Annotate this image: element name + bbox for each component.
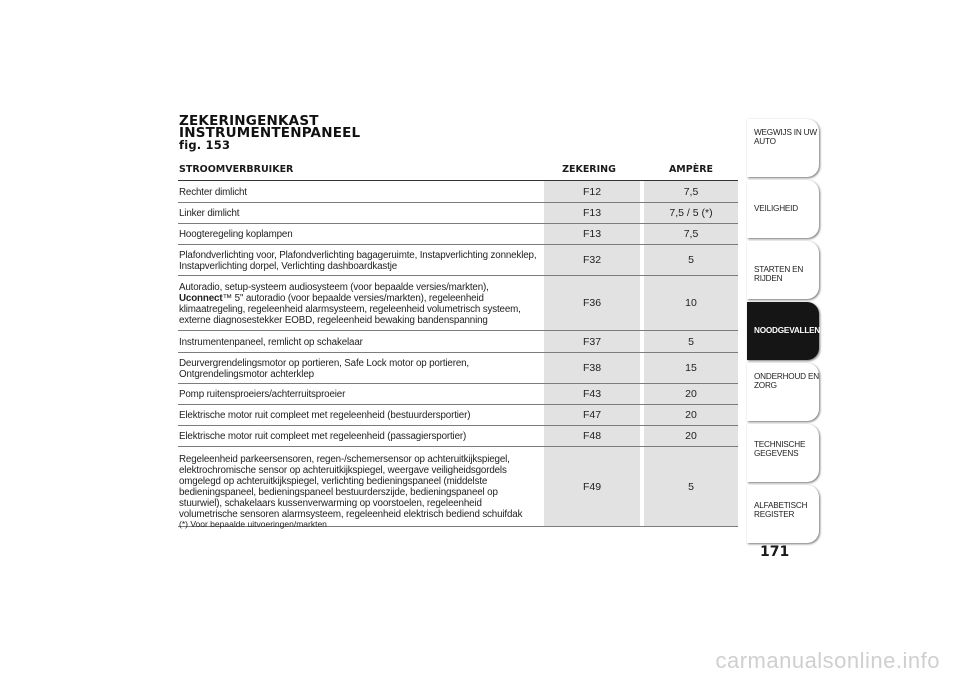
- table-row: [178, 447, 738, 527]
- tab-onderhoud-en-zorg[interactable]: ONDERHOUD EN ZORG: [747, 363, 819, 421]
- row-fuse: F38: [544, 353, 640, 383]
- row-fuse: F36: [544, 276, 640, 330]
- row-fuse: F43: [544, 384, 640, 404]
- table-row: [178, 353, 738, 384]
- row-description: Plafondverlichting voor, Plafondverlichting bagageruimte, Instapverlichting zonneklep, Instapverlichting dorpel, Verlichting dashboardkastje: [179, 249, 537, 272]
- tab-veiligheid[interactable]: VEILIGHEID: [747, 180, 819, 238]
- tab-wegwijs-in-uw-auto[interactable]: WEGWIJS IN UW AUTO: [747, 119, 819, 177]
- row-description: [178, 276, 540, 330]
- row-description: Deurvergrendelingsmotor op portieren, Safe Lock motor op portieren, Ontgrendelingsmotor achterklep: [179, 357, 470, 380]
- header-fuse: ZEKERING: [562, 164, 616, 175]
- row-ampere: 15: [644, 353, 738, 383]
- row-description: Regeleenheid parkeersensoren, regen-/schemersensor op achteruitkijkspiegel, elektrochromische sensor op achteruitkijkspiegel, weergave veiligheidsgordels omgelegd op achteruitkijkspiegel, verlichting bedieningspaneel (middelste bedieningspaneel, bedieningspaneel bestuurderszijde, bedieningspaneel op stuurwiel), schakelaars kussenverwarming op voorstoelen, regeleenheid volumetrische sensoren alarmsysteem, regeleenheid elektrisch bediend schuifdak: [179, 454, 523, 520]
- uconnect-brand: Uconnect: [179, 292, 223, 304]
- row-ampere: 20: [644, 426, 738, 446]
- row-description-text: Autoradio, setup-systeem audiosysteem (voor bepaalde versies/markten), Uconnect™ 5" autoradio (voor bepaalde versies/markten), regeleenheid klimaatregeling, regeleenheid alarmsysteem, regeleenheid volumetrisch systeem, externe diagnosestekker EOBD, regeleenheid bewaking bandenspanning: [179, 281, 521, 326]
- table-row: [178, 245, 738, 276]
- row-fuse: F47: [544, 405, 640, 425]
- row-ampere: 5: [644, 245, 738, 275]
- tab-starten-en-rijden[interactable]: STARTEN EN RIJDEN: [747, 241, 819, 299]
- row-fuse: F37: [544, 331, 640, 352]
- row-ampere: 20: [644, 405, 738, 425]
- row-fuse: F13: [544, 224, 640, 244]
- row-fuse: F48: [544, 426, 640, 446]
- row-description: Pomp ruitensproeiers/achterruitsproeier: [179, 389, 346, 400]
- row-description: Elektrische motor ruit compleet met regeleenheid (passagiersportier): [179, 431, 467, 442]
- row-ampere: 5: [644, 447, 738, 526]
- row-description: Rechter dimlicht: [179, 186, 247, 198]
- title-line-1: ZEKERINGENKAST: [179, 113, 319, 129]
- table-row: [178, 276, 738, 331]
- figure-reference: fig. 153: [179, 138, 231, 152]
- row-ampere: 5: [644, 331, 738, 352]
- table-row: [178, 384, 738, 405]
- row-ampere: 10: [644, 276, 738, 330]
- row-description: Instrumentenpaneel, remlicht op schakelaar: [179, 336, 363, 348]
- table-row: [178, 181, 738, 203]
- header-ampere: AMPÈRE: [668, 164, 714, 175]
- title-line-2: INSTRUMENTENPANEEL: [179, 125, 361, 141]
- page-number: 171: [760, 544, 790, 560]
- table-row: [178, 224, 738, 245]
- watermark: carmanualsonline.info: [715, 648, 940, 673]
- section-title: [179, 115, 360, 151]
- table-row: [178, 331, 738, 353]
- row-fuse: F32: [544, 245, 640, 275]
- table-row: [178, 203, 738, 224]
- tab-noodgevallen[interactable]: NOODGEVALLEN: [747, 302, 819, 360]
- row-description: Elektrische motor ruit compleet met regeleenheid (bestuurdersportier): [179, 410, 471, 421]
- table-row: [178, 426, 738, 447]
- table-header: [178, 158, 738, 181]
- tab-technische-gegevens[interactable]: TECHNISCHE GEGEVENS: [747, 424, 819, 482]
- row-description: Linker dimlicht: [179, 208, 240, 219]
- row-ampere: 7,5: [644, 224, 738, 244]
- fuse-table: [178, 158, 738, 527]
- tab-alfabetisch-register[interactable]: ALFABETISCH REGISTER: [747, 485, 819, 543]
- row-fuse: F13: [544, 203, 640, 223]
- row-fuse: F49: [544, 447, 640, 526]
- row-ampere: 7,5: [644, 181, 738, 202]
- row-fuse: F12: [544, 181, 640, 202]
- header-consumer: STROOMVERBRUIKER: [179, 164, 294, 175]
- table-row: [178, 405, 738, 426]
- row-ampere: 20: [644, 384, 738, 404]
- row-ampere: 7,5 / 5 (*): [644, 203, 738, 223]
- row-description: Hoogteregeling koplampen: [179, 229, 293, 240]
- footnote: (*) Voor bepaalde uitvoeringen/markten: [179, 519, 327, 529]
